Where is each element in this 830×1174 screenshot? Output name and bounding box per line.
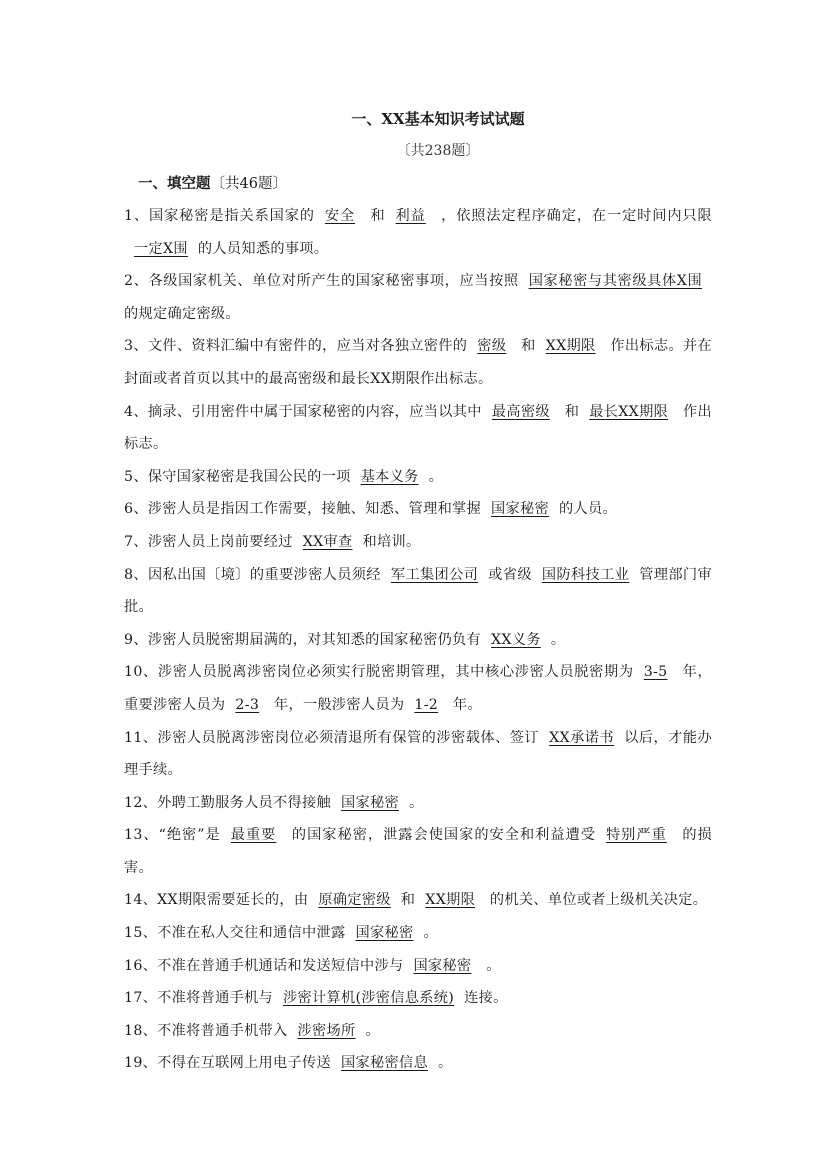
question-text: 6、涉密人员是指因工作需要，接触、知悉、管理和掌握: [124, 501, 482, 518]
answer-blank: 国家秘密与其密级具体X围: [528, 273, 702, 290]
answer-blank: 最长XX期限: [589, 403, 669, 420]
question-text: 以后，才能办理手续。: [124, 729, 712, 779]
section-title: 一、填空题: [138, 175, 211, 192]
answer-blank: XX审查: [302, 533, 353, 550]
question-text: 。: [550, 631, 566, 648]
question-item: [124, 624, 712, 657]
section-count: 〔共46题〕: [210, 176, 287, 192]
question-text: 9、涉密人员脱密期届满的，对其知悉的国家秘密仍负有: [124, 631, 482, 648]
question-text: 或省级: [488, 566, 532, 583]
answer-blank: 基本义务: [360, 468, 419, 485]
answer-blank: 涉密场所: [297, 1022, 356, 1039]
question-text: 12、外聘工勤服务人员不得接触: [124, 794, 331, 811]
answer-blank: 密级: [477, 338, 507, 355]
document-title: 一、XX基本知识考试试题: [351, 110, 525, 128]
question-item: [124, 982, 712, 1015]
question-text: 作出标志。并在封面或者首页以其中的最高密级和最长XX期限作出标志。: [124, 338, 712, 387]
answer-blank: 2-3: [235, 696, 260, 713]
question-item: [124, 1047, 712, 1080]
answer-blank: 国家秘密: [413, 957, 472, 974]
question-text: 的机关、单位或者上级机关决定。: [485, 892, 708, 909]
question-item: [124, 265, 712, 330]
question-item: [124, 1015, 712, 1048]
question-text: 16、不准在普通手机通话和发送短信中涉与: [124, 957, 404, 974]
question-item: [124, 950, 712, 983]
question-text: 8、因私出国〔境〕的重要涉密人员须经: [124, 566, 381, 583]
question-list: [124, 200, 712, 1080]
question-text: 7、涉密人员上岗前要经过: [124, 533, 293, 550]
document-page: [124, 104, 712, 1080]
answer-blank: 特别严重: [605, 827, 667, 844]
question-text: 19、不得在互联网上用电子传送: [124, 1055, 331, 1072]
question-text: 和培训。: [362, 533, 421, 550]
question-item: [124, 656, 712, 721]
question-text: 。: [408, 794, 424, 811]
question-item: [124, 722, 712, 787]
answer-blank: 军工集团公司: [390, 566, 479, 583]
question-item: [124, 884, 712, 917]
question-item: [124, 493, 712, 526]
question-text: 。: [437, 1055, 453, 1072]
question-item: [124, 461, 712, 494]
question-item: [124, 396, 712, 461]
question-text: 18、不准将普通手机带入: [124, 1022, 288, 1039]
question-text: 年，一般涉密人员为: [269, 696, 405, 713]
question-item: [124, 917, 712, 950]
question-text: 和: [365, 208, 386, 224]
answer-blank: 国家秘密: [341, 794, 399, 811]
answer-blank: XX期限: [545, 338, 596, 355]
question-text: ，依照法定程序确定，在一定时间内只限: [435, 208, 712, 224]
question-text: 连接。: [464, 990, 508, 1007]
question-text: 1、国家秘密是指关系国家的: [124, 208, 315, 224]
question-text: 管理部门审批。: [124, 566, 712, 616]
question-text: 2、各级国家机关、单位对所产生的国家秘密事项，应当按照: [124, 273, 519, 290]
question-text: 14、XX期限需要延长的，由: [124, 892, 309, 909]
question-item: [124, 526, 712, 559]
question-text: 15、不准在私人交往和通信中泄露: [124, 925, 346, 942]
question-text: 4、摘录、引用密件中属于国家秘密的内容，应当以其中: [124, 403, 482, 420]
question-item: [124, 819, 712, 884]
question-text: 和: [559, 403, 580, 420]
question-text: 的规定确定密级。: [124, 305, 240, 322]
question-text: 17、不准将普通手机与: [124, 990, 274, 1007]
question-text: 和: [516, 338, 536, 355]
question-item: [124, 559, 712, 624]
question-text: 。: [428, 468, 444, 485]
section-heading: [124, 168, 712, 200]
question-text: 13、“绝密”是: [124, 827, 221, 844]
answer-blank: 安全: [324, 208, 356, 224]
question-text: 11、涉密人员脱离涉密岗位必须清退所有保管的涉密载体、签订: [124, 729, 540, 746]
question-text: 。: [365, 1022, 380, 1039]
question-text: 3、文件、资料汇编中有密件的，应当对各独立密件的: [124, 338, 468, 355]
question-text: 10、涉密人员脱离涉密岗位必须实行脱密期管理，其中核心涉密人员脱密期为: [124, 664, 634, 681]
answer-blank: 原确定密级: [318, 892, 391, 909]
question-text: 。: [481, 957, 501, 974]
question-text: 的人员知悉的事项。: [197, 240, 329, 257]
answer-blank: 国家秘密: [491, 501, 549, 518]
answer-blank: 国防科技工业: [541, 566, 630, 583]
answer-blank: 国家秘密: [355, 925, 414, 942]
question-text: 作出标志。: [124, 403, 712, 453]
answer-blank: 利益: [395, 208, 426, 224]
answer-blank: 一定X围: [134, 240, 188, 257]
answer-blank: 1-2: [414, 696, 439, 713]
question-text: 年。: [448, 696, 482, 713]
question-text: 的人员。: [558, 501, 617, 518]
answer-blank: 最高密级: [491, 403, 550, 420]
question-text: 的损害。: [124, 827, 713, 876]
answer-blank: XX义务: [491, 631, 541, 648]
answer-blank: 最重要: [230, 827, 277, 844]
answer-blank: 涉密计算机(涉密信息系统): [283, 990, 455, 1007]
question-text: 5、保守国家秘密是我国公民的一项: [124, 468, 351, 485]
answer-blank: 国家秘密信息: [341, 1055, 428, 1072]
answer-blank: 3-5: [643, 664, 668, 681]
question-item: [124, 330, 712, 395]
question-item: [124, 200, 712, 265]
question-text: 和: [400, 892, 416, 909]
question-text: 的国家秘密，泄露会使国家的安全和利益遭受: [286, 827, 596, 844]
question-text: 。: [423, 925, 438, 942]
question-item: [124, 787, 712, 820]
answer-blank: XX期限: [425, 892, 476, 909]
question-text: 年，重要涉密人员为: [124, 664, 712, 713]
answer-blank: XX承诺书: [549, 729, 615, 746]
document-subtitle: 〔共238题〕: [396, 143, 480, 159]
